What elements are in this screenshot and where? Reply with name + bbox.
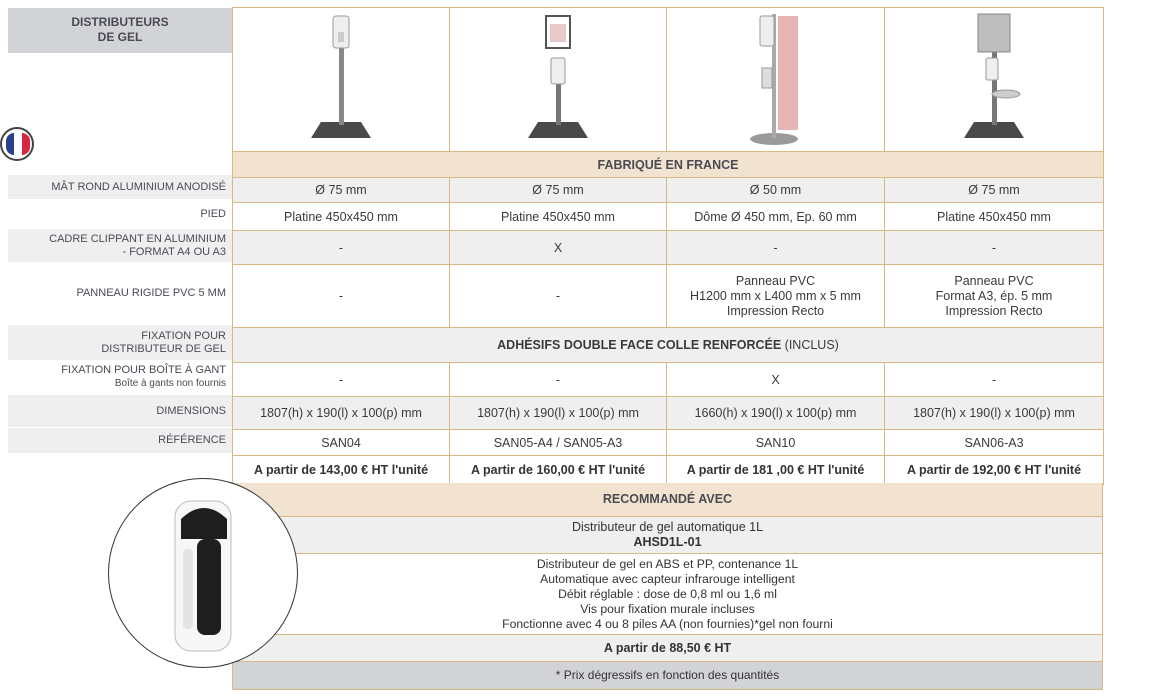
band-recommande: RECOMMANDÉ AVEC bbox=[232, 483, 1103, 517]
row-dimensions bbox=[233, 397, 1104, 430]
band-fabrique-en-france: FABRIQUÉ EN FRANCE bbox=[233, 152, 1104, 178]
cell-pied: Dôme Ø 450 mm, Ep. 60 mm bbox=[667, 203, 885, 231]
cell-panneau: - bbox=[233, 265, 450, 328]
cell-dimensions: 1660(h) x 190(l) x 100(p) mm bbox=[667, 397, 885, 430]
cell-dimensions: 1807(h) x 190(l) x 100(p) mm bbox=[233, 397, 450, 430]
cell-boite: - bbox=[233, 363, 450, 397]
cell-price: A partir de 143,00 € HT l'unité bbox=[233, 456, 450, 485]
cell-pied: Platine 450x450 mm bbox=[450, 203, 667, 231]
band-row-france bbox=[233, 152, 1104, 178]
row-panneau bbox=[233, 265, 1104, 328]
french-flag-icon bbox=[0, 127, 34, 161]
cell-reference: SAN06-A3 bbox=[885, 430, 1104, 456]
cell-panneau: Panneau PVC Format A3, ép. 5 mm Impression Recto bbox=[885, 265, 1104, 328]
cell-panneau: Panneau PVC H1200 mm x L400 mm x 5 mm Impression Recto bbox=[667, 265, 885, 328]
cell-cadre: - bbox=[667, 231, 885, 265]
cell-reference: SAN04 bbox=[233, 430, 450, 456]
cell-price: A partir de 181 ,00 € HT l'unité bbox=[667, 456, 885, 485]
cell-panneau: - bbox=[450, 265, 667, 328]
row-mat bbox=[233, 178, 1104, 203]
cell-cadre: - bbox=[885, 231, 1104, 265]
recommended-product-desc: Distributeur de gel en ABS et PP, contenance 1L Automatique avec capteur infrarouge intelligent Débit réglable : dose de 0,8 ml ou 1,6 ml Vis pour fixation murale incluses Fonctionne avec 4 ou 8 piles AA (non fournies)*gel non fourni bbox=[232, 554, 1103, 635]
label-reference: RÉFÉRENCE bbox=[8, 428, 232, 453]
cell-boite: X bbox=[667, 363, 885, 397]
row-fixation-distributeur bbox=[233, 328, 1104, 363]
label-fixation-distributeur: FIXATION POUR DISTRIBUTEUR DE GEL bbox=[8, 325, 232, 360]
cell-adhesifs: ADHÉSIFS DOUBLE FACE COLLE RENFORCÉE (INCLUS) bbox=[233, 328, 1104, 363]
label-pied: PIED bbox=[200, 208, 226, 220]
cell-cadre: X bbox=[450, 231, 667, 265]
cell-pied: Platine 450x450 mm bbox=[233, 203, 450, 231]
comparison-table bbox=[232, 7, 1104, 485]
title-line-2: DE GEL bbox=[97, 30, 143, 44]
product-image-san04 bbox=[233, 8, 450, 152]
cell-cadre: - bbox=[233, 231, 450, 265]
product-images-row bbox=[233, 8, 1104, 152]
cell-boite: - bbox=[885, 363, 1104, 397]
product-image-san05 bbox=[450, 8, 667, 152]
table-title bbox=[8, 8, 232, 53]
cell-price: A partir de 160,00 € HT l'unité bbox=[450, 456, 667, 485]
recommended-product-ref: AHSD1L-01 bbox=[633, 535, 702, 549]
cell-reference: SAN05-A4 / SAN05-A3 bbox=[450, 430, 667, 456]
label-cadre: CADRE CLIPPANT EN ALUMINIUM - FORMAT A4 OU A3 bbox=[8, 229, 232, 262]
cell-mat: Ø 75 mm bbox=[233, 178, 450, 203]
title-line-1: DISTRIBUTEURS bbox=[71, 15, 169, 29]
label-panneau: PANNEAU RIGIDE PVC 5 MM bbox=[76, 287, 226, 299]
row-cadre bbox=[233, 231, 1104, 265]
cell-mat: Ø 50 mm bbox=[667, 178, 885, 203]
recommended-product-name: Distributeur de gel automatique 1L AHSD1L-01 bbox=[232, 517, 1103, 554]
product-image-san10 bbox=[667, 8, 885, 152]
row-price bbox=[233, 456, 1104, 485]
cell-boite: - bbox=[450, 363, 667, 397]
cell-mat: Ø 75 mm bbox=[885, 178, 1104, 203]
label-mat: MÂT ROND ALUMINIUM ANODISÉ bbox=[8, 175, 232, 199]
cell-mat: Ø 75 mm bbox=[450, 178, 667, 203]
cell-dimensions: 1807(h) x 190(l) x 100(p) mm bbox=[885, 397, 1104, 430]
row-fixation-boite bbox=[233, 363, 1104, 397]
row-pied bbox=[233, 203, 1104, 231]
label-fixation-boite: FIXATION POUR BOÎTE À GANT Boîte à gants non fournis bbox=[61, 363, 226, 389]
row-reference bbox=[233, 430, 1104, 456]
cell-price: A partir de 192,00 € HT l'unité bbox=[885, 456, 1104, 485]
product-image-san06 bbox=[885, 8, 1104, 152]
recommended-product-image bbox=[108, 478, 298, 668]
footnote: * Prix dégressifs en fonction des quantités bbox=[232, 662, 1103, 690]
label-dimensions: DIMENSIONS bbox=[8, 395, 232, 427]
recommended-price: A partir de 88,50 € HT bbox=[232, 635, 1103, 662]
cell-pied: Platine 450x450 mm bbox=[885, 203, 1104, 231]
cell-dimensions: 1807(h) x 190(l) x 100(p) mm bbox=[450, 397, 667, 430]
cell-reference: SAN10 bbox=[667, 430, 885, 456]
